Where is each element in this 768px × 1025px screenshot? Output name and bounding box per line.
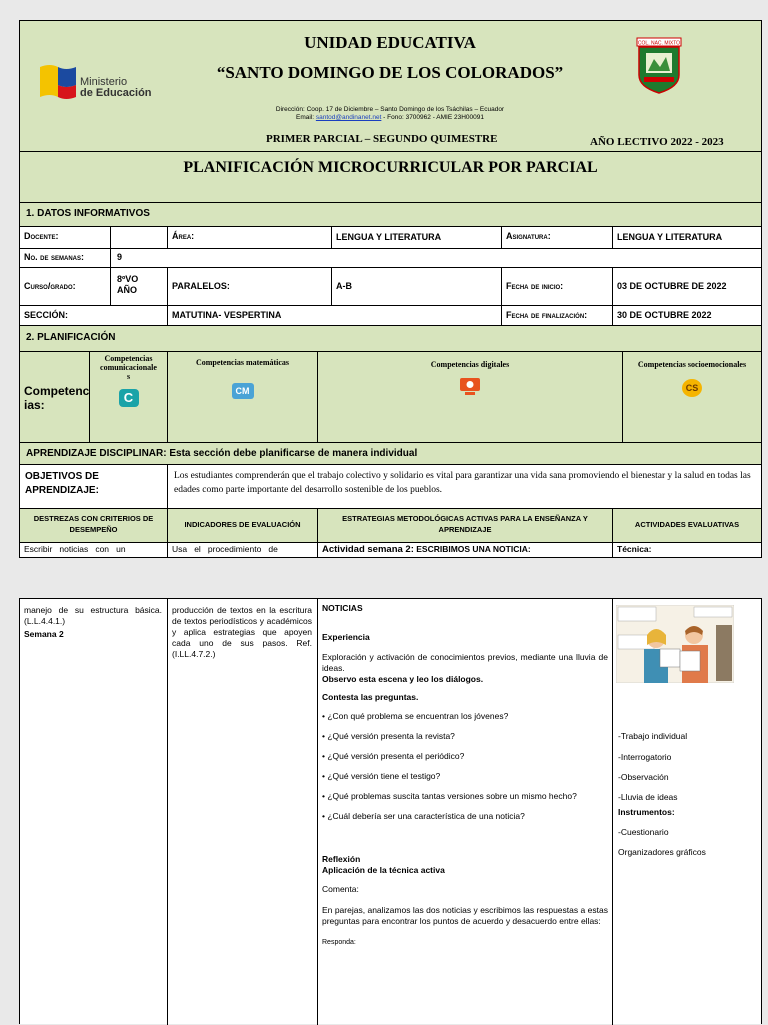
curso-value: 8ºVO AÑO	[111, 268, 168, 306]
matematica-icon: CM	[232, 383, 254, 399]
partial-label: PRIMER PARCIAL – SEGUNDO QUIMESTRE	[266, 133, 498, 145]
semanas-value: 9	[111, 249, 761, 268]
header-actividades: ACTIVIDADES EVALUATIVAS	[613, 509, 761, 543]
semanas-label: No. de semanas:	[20, 249, 111, 268]
comunicacion-icon: C	[119, 389, 139, 407]
section-planificacion: 2. PLANIFICACIÓN	[20, 326, 761, 352]
asignatura-label: Asignatura:	[502, 227, 613, 249]
competencia-socioemocional: Competencias socioemocionales CS	[623, 352, 761, 443]
area-value: LENGUA Y LITERATURA	[332, 227, 502, 249]
header-indicadores: INDICADORES DE EVALUACIÓN	[168, 509, 318, 543]
plan-title: PLANIFICACIÓN MICROCURRICULAR POR PARCIAL	[183, 159, 598, 176]
paralelos-value: A-B	[332, 268, 502, 306]
aprendizaje-disciplinar: APRENDIZAJE DISCIPLINAR: Esta sección debe planificarse de manera individual	[20, 443, 761, 465]
destreza-cont: manejo de su estructura básica. (L.L.4.4.1.)	[24, 605, 162, 626]
school-address: Dirección: Coop. 17 de Diciembre – Santo Domingo de los Tsáchilas – Ecuador	[275, 106, 505, 113]
socioemocional-icon: CS	[682, 379, 702, 397]
school-seal-logo	[634, 37, 684, 95]
docente-label: Docente:	[20, 227, 111, 249]
tecnica-label: Técnica:	[617, 544, 652, 554]
competencias-label: Competenc ias:	[20, 352, 90, 443]
col-divider-2	[317, 599, 318, 1025]
semana-label: Semana 2	[24, 629, 64, 639]
title-row	[20, 151, 761, 203]
email-link[interactable]: santod@andinanet.net	[315, 114, 382, 121]
competencia-matematica: Competencias matemáticas CM	[168, 352, 318, 443]
digital-icon	[459, 377, 481, 397]
seccion-label: SECCIÓN:	[20, 306, 168, 326]
destreza-start: Escribir noticias con un	[20, 543, 168, 557]
fecha-inicio-label: Fecha de inicio:	[502, 268, 613, 306]
section-datos-informativos: 1. DATOS INFORMATIVOS	[20, 203, 761, 227]
school-contact: Email: santod@andinanet.net - Fono: 3700962 - AMIE 23H00091	[295, 114, 484, 121]
news-scene-illustration	[616, 605, 734, 683]
col-divider-1	[167, 599, 168, 1025]
header-block	[20, 21, 761, 151]
objetivos-text: Los estudiantes comprenderán que el trabajo colectivo y solidario es vital para garantizar una vida sana promoviendo el bienestar y la salud en todas las edades como parte importante del desarrollo sostenible de los pueblos.	[168, 465, 761, 509]
asignatura-value: LENGUA Y LITERATURA	[613, 227, 761, 249]
competencia-comunicacional: Competencias comunicacionale s C	[90, 352, 168, 443]
col-divider-3	[612, 599, 613, 1025]
docente-value	[111, 227, 168, 249]
estrategias-content: NOTICIAS Experiencia Exploración y activación de conocimientos previos, mediante una lluvia de ideas. Observo esta escena y leo los diálogos. Contesta las preguntas. • ¿Con qué problema se encuentran los jóvenes? • ¿Qué versión presenta la revista? • ¿Qué versión presenta el periódico? • ¿Qué versión tiene el testigo? • ¿Qué problemas suscita tantas versiones sobre un mismo hecho? • ¿Cuál debería ser una característica de una noticia? Reflexión Aplicación de la técnica activa Comenta: En parejas, analizamos las dos noticias y escribimos las respuestas a estas preguntas para encontrar los puntos de acuerdo y desacuerdo entre ellas: Responda:	[322, 603, 608, 946]
school-title-1: UNIDAD EDUCATIVA	[304, 33, 476, 52]
paralelos-label: PARALELOS:	[168, 268, 332, 306]
indicador-cont: producción de textos en la escritura de textos periodísticos y académicos y aplica estrategias que apoyen cada uno de sus pasos. Ref. (I.LL.4.7.2.)	[172, 605, 312, 659]
fecha-fin-value: 30 DE OCTUBRE 2022	[613, 306, 761, 326]
document-page-1	[19, 20, 762, 558]
seal-text: COL. NAC. MIXTO	[637, 40, 681, 47]
document-page-2	[19, 598, 762, 1024]
actividad-start: Actividad semana 2: ESCRIBIMOS UNA NOTICIA:	[318, 543, 613, 557]
objetivos-label: OBJETIVOS DE APRENDIZAJE:	[20, 465, 168, 509]
header-destrezas: DESTREZAS CON CRITERIOS DE DESEMPEÑO	[20, 509, 168, 543]
planning-table	[19, 20, 762, 558]
area-label: Área:	[168, 227, 332, 249]
header-estrategias: ESTRATEGIAS METODOLÓGICAS ACTIVAS PARA LA ENSEÑANZA Y APRENDIZAJE	[318, 509, 613, 543]
ministry-flag-logo	[38, 63, 78, 101]
fecha-fin-label: Fecha de finalización:	[502, 306, 613, 326]
school-year: AÑO LECTIVO 2022 - 2023	[590, 136, 724, 148]
school-title-2: “SANTO DOMINGO DE LOS COLORADOS”	[216, 63, 564, 82]
actividades-content: -Trabajo individual -Interrogatorio -Observación -Lluvia de ideas Instrumentos: -Cuestionario Organizadores gráficos	[618, 731, 706, 857]
curso-label: Curso/grado:	[20, 268, 111, 306]
seccion-value: MATUTINA- VESPERTINA	[168, 306, 502, 326]
ministry-name: Ministerio de Educación	[80, 76, 152, 99]
competencia-digital: Competencias digitales	[318, 352, 623, 443]
continued-table	[19, 598, 762, 1024]
indicador-start: Usa el procedimiento de	[168, 543, 318, 557]
fecha-inicio-value: 03 DE OCTUBRE DE 2022	[613, 268, 761, 306]
